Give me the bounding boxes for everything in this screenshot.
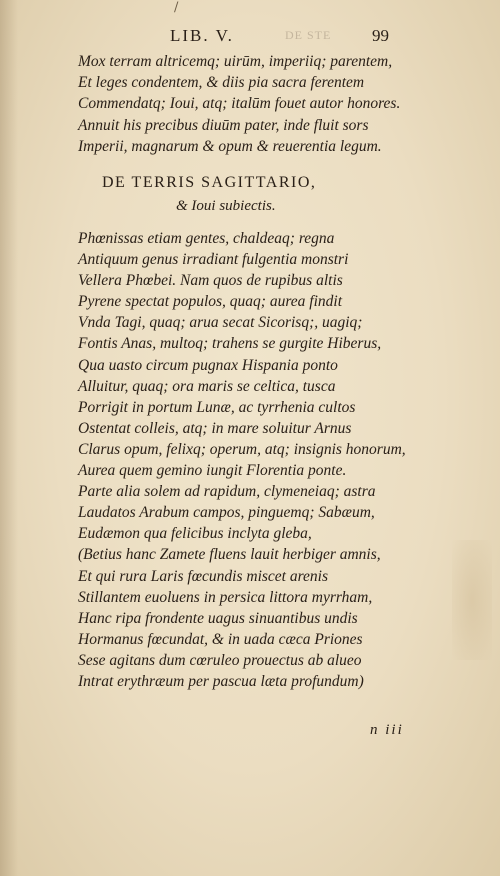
- verse-line: Pyrene spectat populos, quaq; aurea findit: [78, 293, 343, 311]
- verse-line: Sese agitans dum cœruleo prouectus ab alueo: [78, 651, 362, 669]
- verse-line: Qua uasto circum pugnax Hispania ponto: [78, 356, 338, 374]
- verse-line: Porrigit in portum Lunæ, ac tyrrhenia cultos: [78, 398, 356, 416]
- verse-line: Imperii, magnarum & opum & reuerentia legum.: [78, 137, 382, 155]
- verse-line: Antiquum genus irradiant fulgentia monstri: [78, 251, 349, 269]
- verse-line: Et leges condentem, & diis pia sacra ferentem: [78, 74, 365, 92]
- section-subheading: & Ioui subiectis.: [176, 198, 276, 214]
- verse-line: Phœnissas etiam gentes, chaldeaq; regna: [78, 230, 335, 247]
- verse-line: Laudatos Arabum campos, pinguemq; Sabæum,: [78, 504, 375, 522]
- verse-line: Et qui rura Laris fœcundis miscet arenis: [78, 567, 329, 585]
- verse-block-top: [78, 51, 438, 157]
- bleed-through-text: DE STE: [285, 28, 332, 42]
- section-heading: DE TERRIS SAGITTARIO,: [102, 174, 317, 191]
- verse-line: Annuit his precibus diuūm pater, inde fluit sors: [78, 116, 369, 134]
- binding-shadow: [0, 0, 18, 876]
- margin-mark: /: [174, 0, 179, 15]
- page-header: [170, 26, 410, 50]
- verse-line: Stillantem euoluens in persica littora myrrham,: [78, 588, 373, 606]
- verse-line: Vnda Tagi, quaq; arua secat Sicorisq;, uagiq;: [78, 314, 363, 332]
- verse-line: Vellera Phœbei. Nam quos de rupibus altis: [78, 272, 343, 290]
- verse-line: Clarus opum, felixq; operum, atq; insignis honorum,: [78, 440, 406, 458]
- verse-block-main: [78, 228, 438, 692]
- verse-line: Hormanus fœcundat, & in uada cæca Priones: [78, 630, 363, 648]
- verse-line: Ostentat colleis, atq; in mare soluitur Arnus: [78, 419, 352, 437]
- verse-line: Fontis Anas, multoq; trahens se gurgite Hiberus,: [78, 335, 382, 353]
- verse-line: Mox terram altricemq; uirūm, imperiiq; parentem,: [78, 53, 393, 70]
- verse-line: Aurea quem gemino iungit Florentia ponte.: [78, 462, 347, 480]
- verse-line: Parte alia solem ad rapidum, clymeneiaq; astra: [78, 483, 376, 501]
- running-head: LIB. V.: [170, 26, 234, 45]
- page-number: 99: [372, 26, 389, 45]
- verse-line: (Betius hanc Zamete fluens lauit herbiger amnis,: [78, 546, 381, 564]
- verse-line: Hanc ripa frondente uagus sinuantibus undis: [78, 609, 358, 627]
- verse-line: Intrat erythræum per pascua læta profundum): [78, 672, 364, 690]
- signature-mark: n iii: [370, 722, 404, 738]
- verse-line: Eudæmon qua felicibus inclyta gleba,: [78, 525, 312, 543]
- verse-line: Commendatq; Ioui, atq; italūm fouet autor honores.: [78, 95, 401, 113]
- paper-stain: [452, 540, 492, 660]
- verse-line: Alluitur, quaq; ora maris se celtica, tusca: [78, 377, 336, 395]
